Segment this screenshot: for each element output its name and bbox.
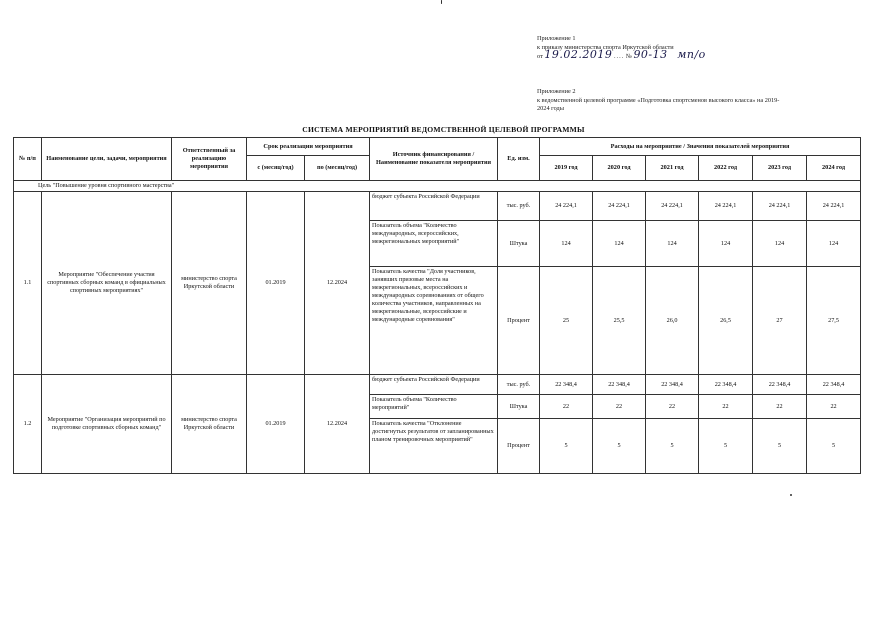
value-cell: 22 xyxy=(753,395,807,419)
scan-mark xyxy=(790,494,792,496)
unit-cell: тыс. руб. xyxy=(498,192,540,221)
measure-name: Мероприятие "Организация мероприятий по подготовке спортивных сборных команд" xyxy=(42,375,172,474)
period-to: 12.2024 xyxy=(305,375,370,474)
unit-cell: Процент xyxy=(498,267,540,375)
goal-text: Цель "Повышение уровня спортивного мастерства" xyxy=(14,181,861,192)
order-suffix: мп/о xyxy=(677,48,706,61)
appendix-2-block xyxy=(537,88,779,114)
col-header-name: Наименование цели, задачи, мероприятия xyxy=(42,138,172,181)
scan-mark xyxy=(441,0,442,4)
value-cell: 22 348,4 xyxy=(540,375,593,395)
order-number: 90-13 xyxy=(633,48,668,61)
source-cell: Показатель объема "Количество международных, всероссийских, межрегиональных мероприятий" xyxy=(370,221,498,267)
col-header-year: 2019 год xyxy=(540,156,593,181)
value-cell: 22 xyxy=(807,395,861,419)
col-header-num: № п/п xyxy=(14,138,42,181)
value-cell: 24 224,1 xyxy=(753,192,807,221)
goal-row xyxy=(14,181,861,192)
value-cell: 22 348,4 xyxy=(753,375,807,395)
value-cell: 27,5 xyxy=(807,267,861,375)
value-cell: 124 xyxy=(540,221,593,267)
value-cell: 22 xyxy=(540,395,593,419)
appendix-2-program-ref: к ведомственной целевой программе «Подготовка спортсменов высокого класса» на 2019- xyxy=(537,96,780,104)
col-header-to: по (месяц/год) xyxy=(305,156,370,181)
value-cell: 22 348,4 xyxy=(593,375,646,395)
value-cell: 5 xyxy=(540,419,593,474)
row-number: 1.1 xyxy=(14,192,42,375)
appendix-1-date-line: от 19.02.2019 .... № 90-13 мп/о xyxy=(537,48,706,61)
appendix-1-order-ref: к приказу министерства спорта Иркутской области xyxy=(537,43,674,51)
row-number: 1.2 xyxy=(14,375,42,474)
value-cell: 24 224,1 xyxy=(699,192,753,221)
appendix-1-block xyxy=(537,35,706,62)
source-cell: Показатель качества "Отклонение достигнутых результатов от запланированных планом тренировочных мероприятий" xyxy=(370,419,498,474)
unit-cell: Процент xyxy=(498,419,540,474)
order-date: 19.02.2019 xyxy=(544,48,613,61)
value-cell: 5 xyxy=(807,419,861,474)
unit-cell: тыс. руб. xyxy=(498,375,540,395)
measures-table xyxy=(13,137,861,474)
period-from: 01.2019 xyxy=(247,192,305,375)
col-header-year: 2020 год xyxy=(593,156,646,181)
appendix-1-title: Приложение 1 xyxy=(537,35,576,42)
value-cell: 5 xyxy=(646,419,699,474)
value-cell: 124 xyxy=(646,221,699,267)
value-cell: 26,5 xyxy=(699,267,753,375)
appendix-2-years: 2024 годы xyxy=(537,105,564,112)
col-header-unit: Ед. изм. xyxy=(498,138,540,181)
source-cell: Показатель качества "Доля участников, занявших призовые места на межрегиональных, всероссийских и международных соревнованиях от общего количества участников, направленных на межрегиональные, всероссийские и международные соревнования" xyxy=(370,267,498,375)
source-cell: бюджет субъекта Российской Федерации xyxy=(370,192,498,221)
value-cell: 5 xyxy=(593,419,646,474)
value-cell: 22 xyxy=(593,395,646,419)
col-header-from: с (месяц/год) xyxy=(247,156,305,181)
measure-name: Мероприятие "Обеспечение участия спортивных сборных команд в официальных спортивных мероприятиях" xyxy=(42,192,172,375)
col-header-source: Источник финансирования / Наименование показателя мероприятия xyxy=(370,138,498,181)
value-cell: 24 224,1 xyxy=(540,192,593,221)
unit-cell: Штука xyxy=(498,221,540,267)
col-header-year: 2022 год xyxy=(699,156,753,181)
value-cell: 24 224,1 xyxy=(593,192,646,221)
value-cell: 124 xyxy=(807,221,861,267)
value-cell: 22 348,4 xyxy=(699,375,753,395)
appendix-2-title: Приложение 2 xyxy=(537,88,576,95)
source-cell: Показатель объема "Количество мероприятий" xyxy=(370,395,498,419)
value-cell: 26,0 xyxy=(646,267,699,375)
value-cell: 25 xyxy=(540,267,593,375)
col-header-resp: Ответственный за реализацию мероприятия xyxy=(172,138,247,181)
value-cell: 124 xyxy=(699,221,753,267)
value-cell: 22 348,4 xyxy=(807,375,861,395)
value-cell: 22 348,4 xyxy=(646,375,699,395)
value-cell: 24 224,1 xyxy=(807,192,861,221)
value-cell: 22 xyxy=(646,395,699,419)
appendix-1-number-sign: № xyxy=(625,53,632,60)
col-header-period: Срок реализации мероприятия xyxy=(247,138,370,156)
table-row xyxy=(14,192,861,221)
value-cell: 22 xyxy=(699,395,753,419)
value-cell: 5 xyxy=(699,419,753,474)
responsible: министерство спорта Иркутской области xyxy=(172,375,247,474)
responsible: министерство спорта Иркутской области xyxy=(172,192,247,375)
appendix-1-from-label: от xyxy=(537,53,543,60)
value-cell: 27 xyxy=(753,267,807,375)
header-row-1 xyxy=(14,138,861,156)
value-cell: 124 xyxy=(753,221,807,267)
value-cell: 25,5 xyxy=(593,267,646,375)
document-title: СИСТЕМА МЕРОПРИЯТИЙ ВЕДОМСТВЕННОЙ ЦЕЛЕВОЙ ПРОГРАММЫ xyxy=(302,125,585,134)
col-header-expenses: Расходы на мероприятие / Значения показателей мероприятия xyxy=(540,138,861,156)
period-from: 01.2019 xyxy=(247,375,305,474)
col-header-year: 2023 год xyxy=(753,156,807,181)
col-header-year: 2024 год xyxy=(807,156,861,181)
value-cell: 24 224,1 xyxy=(646,192,699,221)
table-row xyxy=(14,375,861,395)
value-cell: 124 xyxy=(593,221,646,267)
period-to: 12.2024 xyxy=(305,192,370,375)
unit-cell: Штука xyxy=(498,395,540,419)
value-cell: 5 xyxy=(753,419,807,474)
col-header-year: 2021 год xyxy=(646,156,699,181)
source-cell: бюджет субъекта Российской Федерации xyxy=(370,375,498,395)
